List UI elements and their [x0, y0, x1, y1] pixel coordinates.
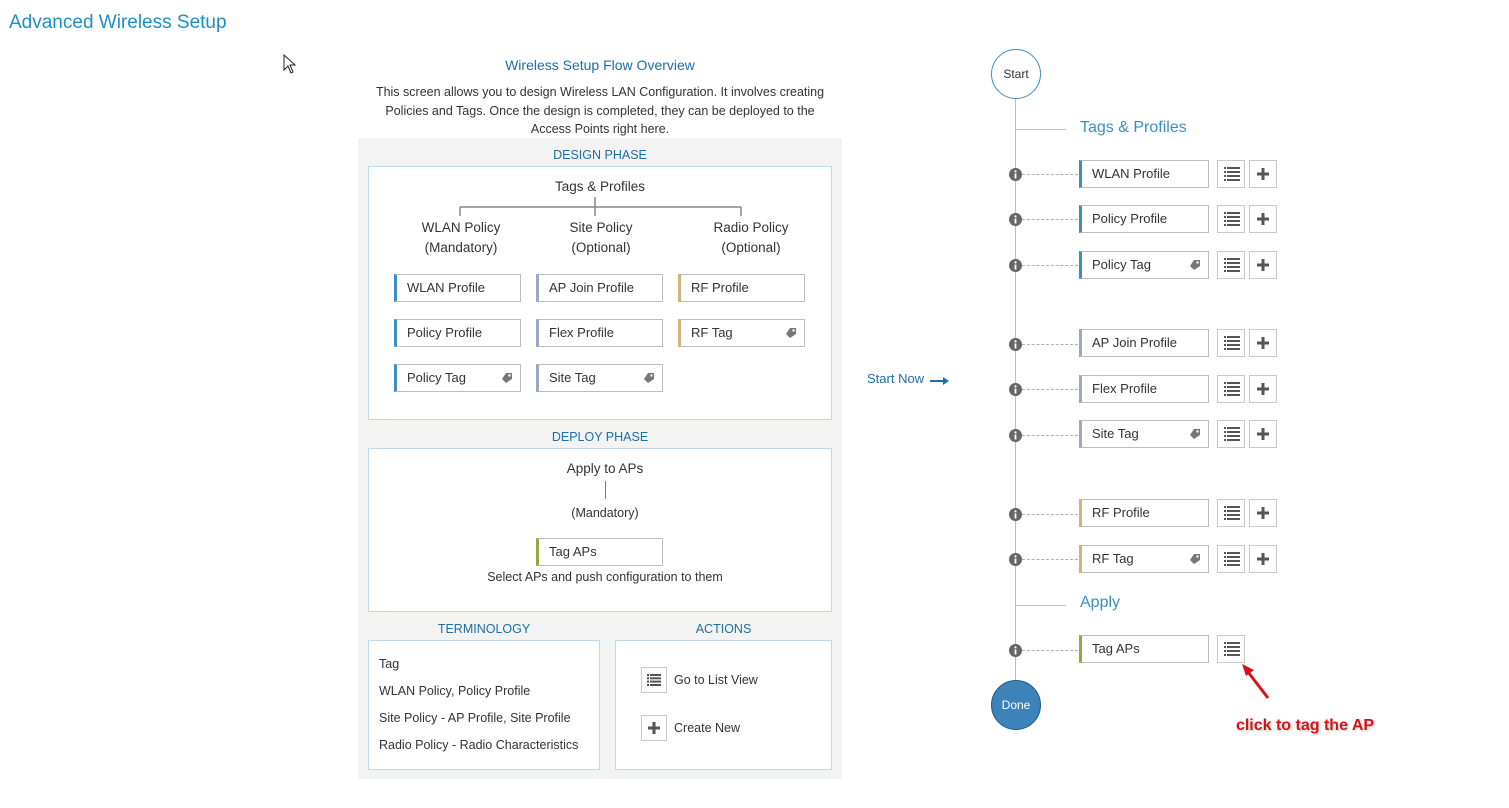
- deploy-note: Select APs and push configuration to them: [487, 570, 723, 584]
- radio-policy-label: Radio Policy (Optional): [713, 220, 789, 255]
- deploy-requirement: (Mandatory): [571, 506, 639, 520]
- design-policy-tag-card: Policy Tag: [394, 364, 521, 392]
- list-icon: [1224, 336, 1240, 350]
- plus-icon: [1256, 258, 1270, 272]
- term-item: Site Policy - AP Profile, Site Profile: [379, 711, 571, 725]
- mouse-pointer-icon: [283, 54, 297, 74]
- design-site-tag-card: Site Tag: [536, 364, 663, 392]
- info-icon[interactable]: [1009, 429, 1022, 442]
- terminology-box: [368, 640, 600, 770]
- rf-profile-list-button[interactable]: [1217, 499, 1245, 527]
- plus-icon: [1256, 212, 1270, 226]
- info-icon[interactable]: [1009, 553, 1022, 566]
- rf-tag-add-button[interactable]: [1249, 545, 1277, 573]
- info-icon[interactable]: [1009, 383, 1022, 396]
- connector-dots: [1022, 389, 1078, 390]
- wlan-policy-label: WLAN Policy (Mandatory): [421, 220, 501, 255]
- overview-title: Wireless Setup Flow Overview: [505, 57, 695, 73]
- policy-tree-lines: [369, 195, 831, 217]
- info-icon[interactable]: [1009, 644, 1022, 657]
- info-icon[interactable]: [1009, 213, 1022, 226]
- list-icon: [1224, 506, 1240, 520]
- flow-step-rf-profile: RF Profile: [1079, 499, 1209, 527]
- start-now-link[interactable]: Start Now: [867, 371, 925, 386]
- info-icon[interactable]: [1009, 508, 1022, 521]
- overview-description: This screen allows you to design Wireless LAN Configuration. It involves creating Policies and Tags. Once the design is completed, they can be deployed to the Access Points right here.: [375, 85, 825, 136]
- design-rf-profile-card: RF Profile: [678, 274, 805, 302]
- tag-icon: [1190, 429, 1200, 439]
- branch-line: [1016, 605, 1066, 606]
- rf-profile-add-button[interactable]: [1249, 499, 1277, 527]
- design-policy-profile-card: Policy Profile: [394, 319, 521, 347]
- list-icon: [1224, 552, 1240, 566]
- list-icon: [1224, 212, 1240, 226]
- flow-section-apply: Apply: [1080, 594, 1121, 611]
- list-icon: [1224, 167, 1240, 181]
- tag-icon: [1190, 260, 1200, 270]
- info-icon[interactable]: [1009, 338, 1022, 351]
- design-phase-header: DESIGN PHASE: [553, 148, 647, 162]
- deploy-connector: [605, 481, 606, 499]
- go-to-list-view-label: Go to List View: [674, 673, 758, 687]
- page-title: Advanced Wireless Setup: [9, 12, 227, 33]
- site-tag-list-button[interactable]: [1217, 420, 1245, 448]
- design-root-label: Tags & Profiles: [554, 179, 646, 194]
- create-new-label: Create New: [674, 721, 740, 735]
- connector-dots: [1022, 174, 1078, 175]
- overview-panel: [358, 138, 842, 779]
- list-icon: [1224, 258, 1240, 272]
- policy-profile-list-button[interactable]: [1217, 205, 1245, 233]
- design-wlan-profile-card: WLAN Profile: [394, 274, 521, 302]
- actions-header: ACTIONS: [695, 622, 752, 636]
- connector-dots: [1022, 514, 1078, 515]
- flow-step-policy-profile: Policy Profile: [1079, 205, 1209, 233]
- wlan-profile-list-button[interactable]: [1217, 160, 1245, 188]
- flow-step-flex-profile: Flex Profile: [1079, 375, 1209, 403]
- deploy-tag-aps-card: Tag APs: [536, 538, 663, 566]
- callout-annotation: click to tag the AP: [1235, 717, 1375, 734]
- flow-step-site-tag: Site Tag: [1079, 420, 1209, 448]
- flow-step-wlan-profile: WLAN Profile: [1079, 160, 1209, 188]
- design-flex-profile-card: Flex Profile: [536, 319, 663, 347]
- plus-icon: [1256, 552, 1270, 566]
- connector-dots: [1022, 435, 1078, 436]
- tag-icon: [644, 373, 654, 383]
- flex-profile-add-button[interactable]: [1249, 375, 1277, 403]
- term-item: WLAN Policy, Policy Profile: [379, 684, 531, 698]
- flex-profile-list-button[interactable]: [1217, 375, 1245, 403]
- policy-tag-add-button[interactable]: [1249, 251, 1277, 279]
- plus-icon: [1256, 427, 1270, 441]
- design-phase-box: [368, 166, 832, 420]
- deploy-title: Apply to APs: [566, 461, 644, 476]
- connector-dots: [1022, 559, 1078, 560]
- design-rf-tag-card: RF Tag: [678, 319, 805, 347]
- deploy-phase-box: [368, 448, 832, 612]
- go-to-list-view-button[interactable]: [641, 667, 667, 693]
- ap-join-profile-list-button[interactable]: [1217, 329, 1245, 357]
- plus-icon: [1256, 167, 1270, 181]
- actions-box: [615, 640, 832, 770]
- create-new-button[interactable]: [641, 715, 667, 741]
- branch-line: [1016, 129, 1066, 130]
- plus-icon: [1256, 506, 1270, 520]
- flow-start-node: Start: [991, 49, 1041, 99]
- connector-dots: [1022, 650, 1078, 651]
- site-tag-add-button[interactable]: [1249, 420, 1277, 448]
- list-icon: [1224, 427, 1240, 441]
- plus-icon: [648, 722, 660, 734]
- design-ap-join-profile-card: AP Join Profile: [536, 274, 663, 302]
- deploy-phase-header: DEPLOY PHASE: [551, 430, 649, 444]
- ap-join-profile-add-button[interactable]: [1249, 329, 1277, 357]
- info-icon[interactable]: [1009, 168, 1022, 181]
- terminology-header: TERMINOLOGY: [437, 622, 531, 636]
- tag-icon: [1190, 554, 1200, 564]
- site-policy-label: Site Policy (Optional): [569, 220, 633, 255]
- connector-dots: [1022, 344, 1078, 345]
- policy-profile-add-button[interactable]: [1249, 205, 1277, 233]
- wlan-profile-add-button[interactable]: [1249, 160, 1277, 188]
- tag-icon: [502, 373, 512, 383]
- flow-step-ap-join-profile: AP Join Profile: [1079, 329, 1209, 357]
- tag-icon: [786, 328, 796, 338]
- tag-aps-list-button[interactable]: [1217, 635, 1245, 663]
- flow-section-tags-profiles: Tags & Profiles: [1080, 119, 1187, 136]
- connector-dots: [1022, 265, 1078, 266]
- plus-icon: [1256, 382, 1270, 396]
- policy-tag-list-button[interactable]: [1217, 251, 1245, 279]
- info-icon[interactable]: [1009, 259, 1022, 272]
- flow-step-tag-aps: Tag APs: [1079, 635, 1209, 663]
- list-icon: [1224, 642, 1240, 656]
- term-item: Radio Policy - Radio Characteristics: [379, 738, 579, 752]
- red-arrow-annotation: [1238, 660, 1274, 702]
- list-icon: [647, 674, 661, 686]
- connector-dots: [1022, 219, 1078, 220]
- flow-done-node: Done: [991, 680, 1041, 730]
- rf-tag-list-button[interactable]: [1217, 545, 1245, 573]
- list-icon: [1224, 382, 1240, 396]
- plus-icon: [1256, 336, 1270, 350]
- arrow-right-icon: [930, 376, 950, 386]
- flow-step-rf-tag: RF Tag: [1079, 545, 1209, 573]
- flow-step-policy-tag: Policy Tag: [1079, 251, 1209, 279]
- term-item: Tag: [379, 657, 400, 671]
